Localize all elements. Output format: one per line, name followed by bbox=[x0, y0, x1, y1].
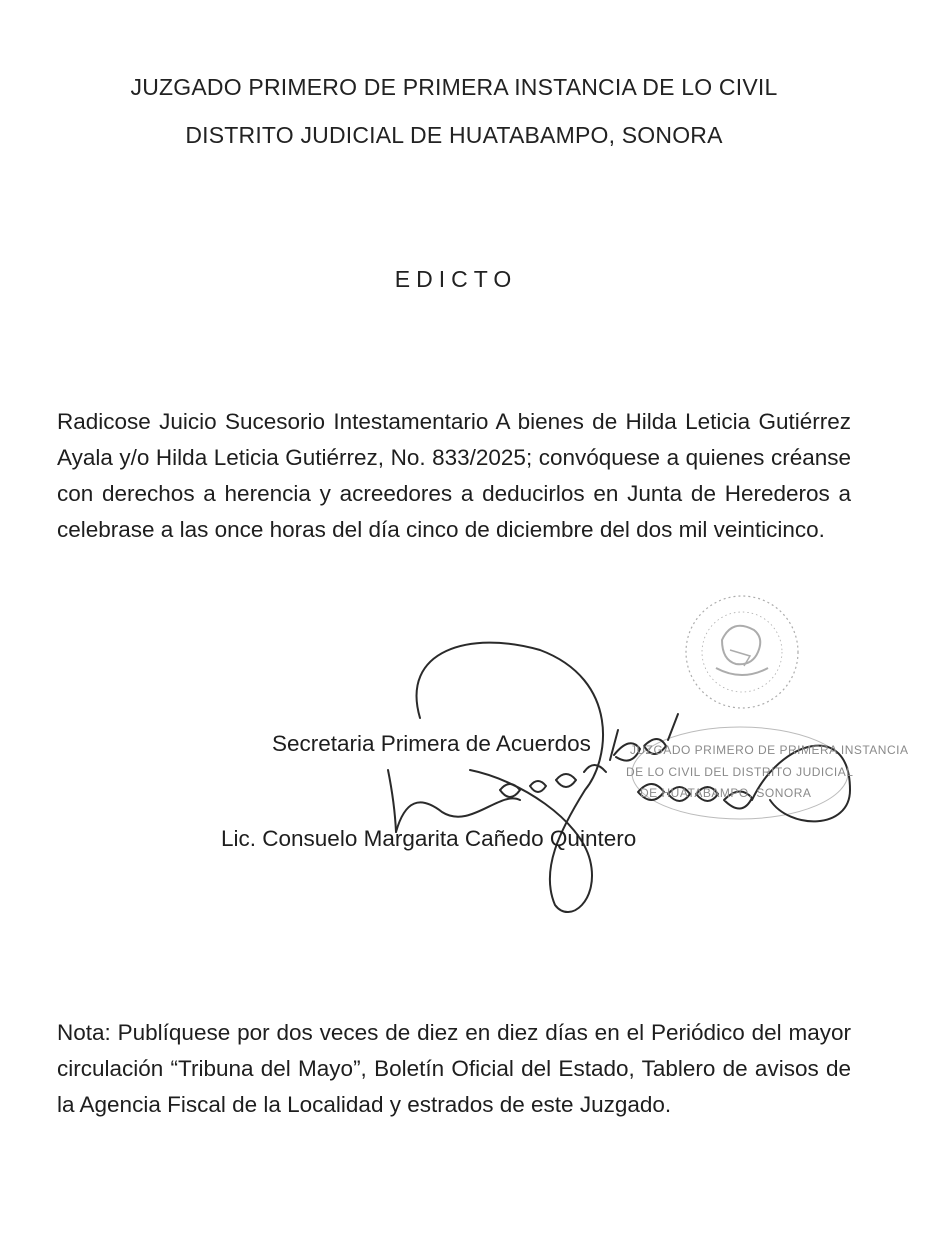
stamp-text-line-1: JUZGADO PRIMERO DE PRIMERA INSTANCIA bbox=[630, 743, 909, 757]
stamp-text-line-3: DE HUATABAMPO, SONORA bbox=[640, 786, 812, 800]
stamp-text-line-2: DE LO CIVIL DEL DISTRITO JUDICIAL bbox=[626, 765, 854, 779]
edict-body-paragraph: Radicose Juicio Sucesorio Intestamentario A bienes de Hilda Leticia Gutiérrez Ayala y/o Hilda Leticia Gutiérrez, No. 833/2025; convóquese a quienes créanse con derechos a herencia y acreedores a deducirlos en Junta de Herederos a celebrase a las once horas del día cinco de diciembre del dos mil veinticinco. bbox=[57, 409, 851, 542]
signatory-title: Secretaria Primera de Acuerdos bbox=[272, 731, 591, 756]
publication-note-paragraph: Nota: Publíquese por dos veces de diez en diez días en el Periódico del mayor circulación “Tribuna del Mayo”, Boletín Oficial del Estado, Tablero de avisos de la Agencia Fiscal de la Localidad y estrados de este Juzgado. bbox=[57, 1020, 851, 1117]
document-title: EDICTO bbox=[394, 266, 518, 292]
court-name-heading: JUZGADO PRIMERO DE PRIMERA INSTANCIA DE LO CIVIL bbox=[130, 74, 778, 100]
district-heading: DISTRITO JUDICIAL DE HUATABAMPO, SONORA bbox=[185, 122, 723, 148]
official-seal-icon bbox=[686, 596, 798, 708]
signatory-name: Lic. Consuelo Margarita Cañedo Quintero bbox=[221, 826, 637, 851]
